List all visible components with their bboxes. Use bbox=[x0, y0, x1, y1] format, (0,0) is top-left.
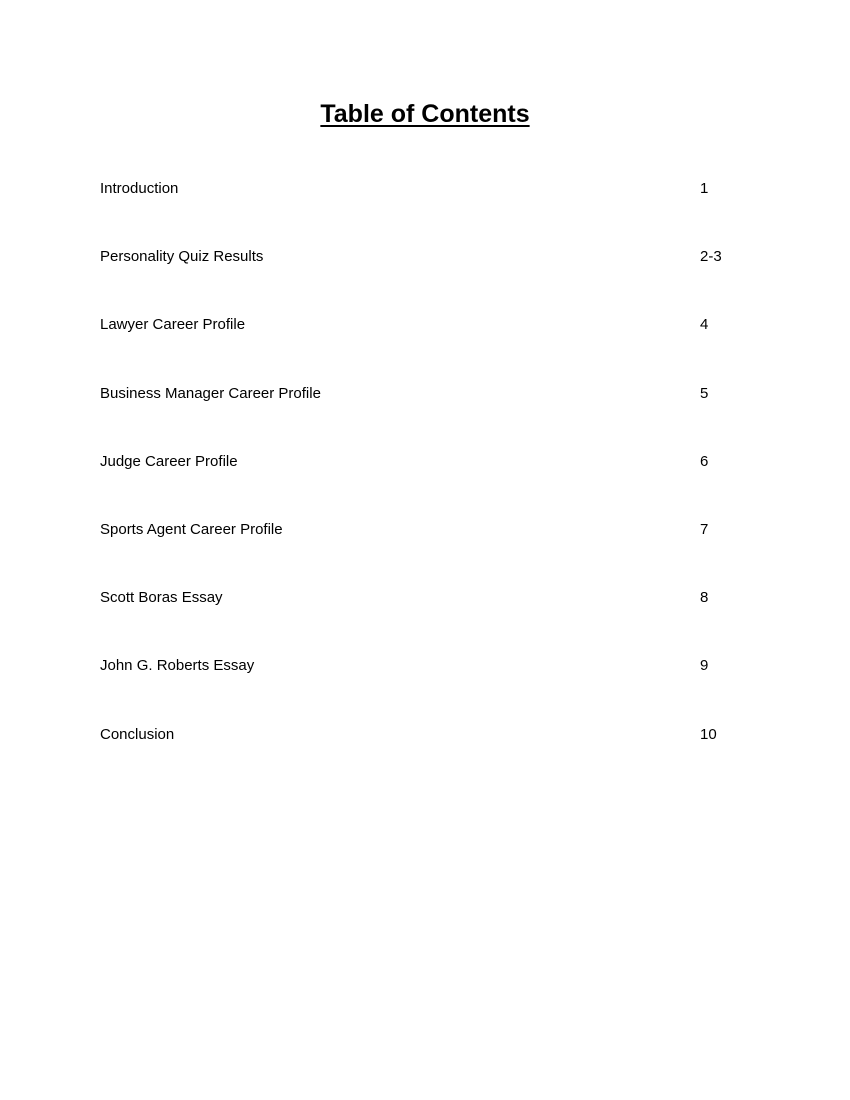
toc-entry-title: Lawyer Career Profile bbox=[100, 316, 246, 334]
toc-entry-introduction bbox=[100, 178, 750, 246]
toc-entry-business-manager-career-profile bbox=[100, 383, 750, 451]
toc-list bbox=[100, 178, 750, 792]
toc-entry-lawyer-career-profile bbox=[100, 314, 750, 382]
toc-entry-page-number: 4 bbox=[700, 316, 709, 334]
page-title: Table of Contents bbox=[320, 100, 530, 128]
toc-entry-sports-agent-career-profile bbox=[100, 519, 750, 587]
toc-entry-title: Scott Boras Essay bbox=[100, 589, 223, 607]
toc-entry-page-number: 7 bbox=[700, 520, 709, 538]
toc-entry-judge-career-profile bbox=[100, 451, 750, 519]
toc-entry-title: Personality Quiz Results bbox=[100, 248, 264, 266]
toc-entry-page-number: 5 bbox=[700, 384, 709, 402]
toc-entry-page-number: 6 bbox=[700, 452, 709, 470]
toc-entry-page-number: 2-3 bbox=[700, 248, 722, 266]
toc-entry-page-number: 1 bbox=[700, 180, 709, 197]
toc-entry-page-number: 9 bbox=[700, 657, 709, 675]
toc-entry-title: Introduction bbox=[100, 180, 179, 197]
toc-entry-title: John G. Roberts Essay bbox=[100, 657, 255, 675]
toc-entry-title: Sports Agent Career Profile bbox=[100, 520, 283, 538]
toc-entry-title: Business Manager Career Profile bbox=[100, 384, 321, 402]
toc-entry-page-number: 10 bbox=[700, 725, 717, 743]
toc-entry-page-number: 8 bbox=[700, 589, 709, 607]
toc-entry-scott-boras-essay bbox=[100, 587, 750, 655]
toc-entry-john-g-roberts-essay bbox=[100, 655, 750, 723]
toc-entry-conclusion bbox=[100, 724, 750, 792]
toc-entry-personality-quiz-results bbox=[100, 246, 750, 314]
toc-entry-title: Judge Career Profile bbox=[100, 452, 238, 470]
toc-entry-title: Conclusion bbox=[100, 725, 175, 743]
